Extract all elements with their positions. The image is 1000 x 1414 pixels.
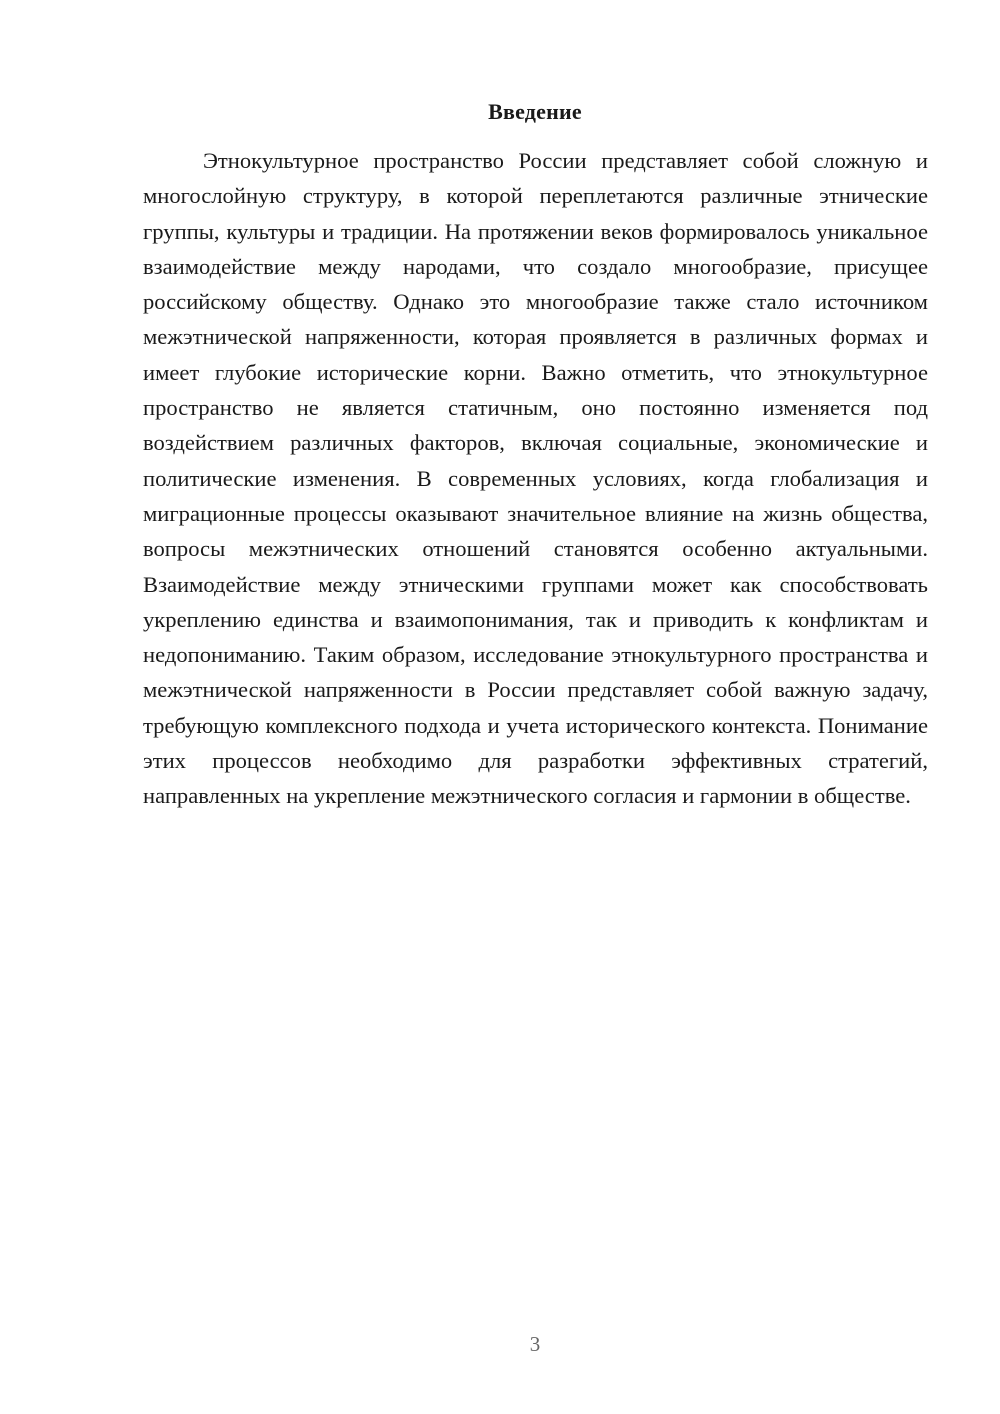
section-title: Введение [488, 99, 582, 124]
page-number: 3 [529, 1332, 541, 1356]
body-paragraph: Этнокультурное пространство России представляет собой сложную и многослойную структуру, в которой переплетаются различные этнические группы, культуры и традиции. На протяжении веков формировалось уникальное взаимодействие между народами, что создало многообразие, присущее российскому обществу. Однако это многообразие также стало источником межэтнической напряженности, которая проявляется в различных формах и имеет глубокие исторические корни. Важно отметить, что этнокультурное пространство не является статичным, оно постоянно изменяется под воздействием различных факторов, включая социальные, экономические и политические изменения. В современных условиях, когда глобализация и миграционные процессы оказывают значительное влияние на жизнь общества, вопросы межэтнических отношений становятся особенно актуальными. Взаимодействие между этническими группами может как способствовать укреплению единства и взаимопонимания, так и приводить к конфликтам и недопониманию. Таким образом, исследование этнокультурного пространства и межэтнической напряженности в России представляет собой важную задачу, требующую комплексного подхода и учета исторического контекста. Понимание этих процессов необходимо для разработки эффективных стратегий, направленных на укрепление межэтнического согласия и гармонии в обществе. [143, 148, 928, 809]
